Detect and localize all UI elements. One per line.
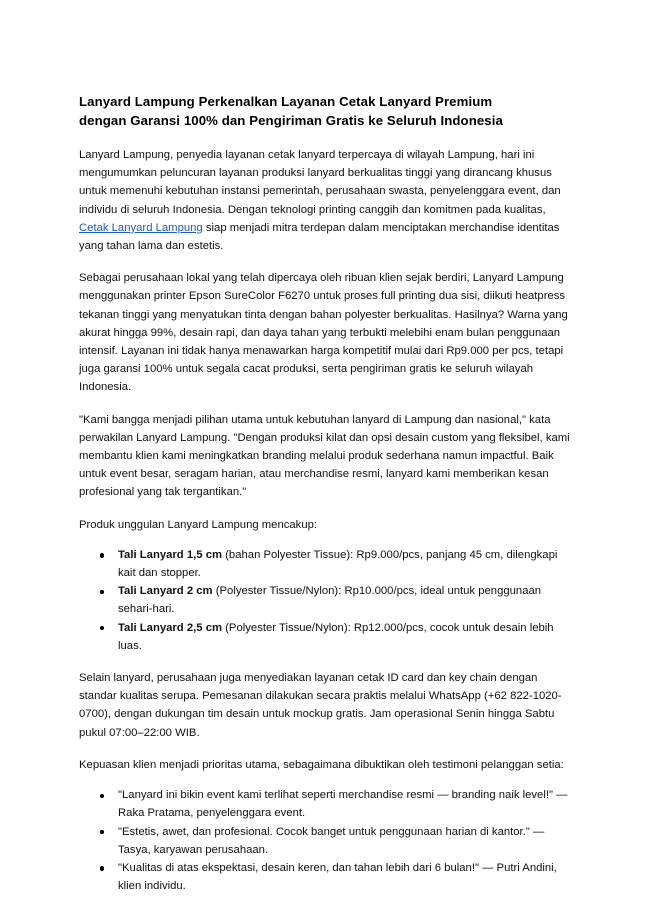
list-item xyxy=(79,786,571,822)
product-name: Tali Lanyard 2 cm xyxy=(118,585,213,598)
paragraph-testimonials-intro: Kepuasan klien menjadi prioritas utama, sebagaimana dibuktikan oleh testimoni pelanggan setia: xyxy=(79,758,564,771)
list-item xyxy=(79,619,571,655)
list-item xyxy=(79,582,571,618)
cetak-lanyard-lampung-link[interactable]: Cetak Lanyard Lampung xyxy=(79,221,203,234)
page-title-line-1: Lanyard Lampung Perkenalkan Layanan Cetak Lanyard Premium xyxy=(79,94,493,109)
bullet-point-icon xyxy=(100,830,104,834)
bullet-point-icon xyxy=(100,794,104,798)
intro-text-after-link: siap menjadi mitra terdepan dalam menciptakan merchandise identitas yang tahan lama dan estetis. xyxy=(79,221,560,253)
testimonial-text: "Lanyard ini bikin event kami terlihat seperti merchandise resmi — branding naik level!" — Raka Pratama, penyelenggara event. xyxy=(118,789,568,820)
page-title-line-2: dengan Garansi 100% dan Pengiriman Gratis ke Seluruh Indonesia xyxy=(79,113,503,128)
paragraph-products-intro: Produk unggulan Lanyard Lampung mencakup: xyxy=(79,518,318,531)
product-description: (Polyester Tissue/Nylon): Rp10.000/pcs, ideal untuk penggunaan sehari-hari. xyxy=(118,585,542,616)
document-content xyxy=(79,92,571,895)
paragraph-intro xyxy=(79,146,571,255)
paragraph-quote: "Kami bangga menjadi pilihan utama untuk kebutuhan lanyard di Lampung dan nasional," kata perwakilan Lanyard Lampung. "Dengan produksi kilat dan opsi desain custom yang fleksibel, kami membantu klien kami meningkatkan branding melalui produk sederhana namun impactful. Baik untuk event besar, seragam harian, atau merchandise resmi, lanyard kami memberikan kesan profesional yang tak tergantikan." xyxy=(79,413,570,499)
list-item xyxy=(79,859,571,895)
paragraph-company-profile: Sebagai perusahaan lokal yang telah dipercaya oleh ribuan klien sejak berdiri, Lanyard Lampung menggunakan printer Epson SureColor F6270 untuk proses full printing dua sisi, diikuti heatpress tekanan tinggi yang menyatukan tinta dengan bahan polyester berkualitas. Hasilnya? Warna yang akurat hingga 99%, desain rapi, dan daya tahan yang terbukti melebihi enam bulan penggunaan intensif. Layanan ini tidak hanya menawarkan harga kompetitif mulai dari Rp9.000 per pcs, tetapi juga garansi 100% untuk segala cacat produksi, serta pengiriman gratis ke seluruh wilayah Indonesia. xyxy=(79,272,568,394)
list-item xyxy=(79,823,571,859)
bullet-point-icon xyxy=(100,866,104,870)
bullet-point-icon xyxy=(100,553,104,557)
list-item xyxy=(79,546,571,582)
bullet-point-icon xyxy=(100,626,104,630)
product-description: (Polyester Tissue/Nylon): Rp12.000/pcs, cocok untuk desain lebih luas. xyxy=(118,621,554,652)
product-description: (bahan Polyester Tissue): Rp9.000/pcs, panjang 45 cm, dilengkapi kait dan stopper. xyxy=(118,548,558,580)
product-name: Tali Lanyard 2,5 cm xyxy=(118,621,223,634)
bullet-point-icon xyxy=(100,590,104,594)
testimonial-text: "Kualitas di atas ekspektasi, desain keren, dan tahan lebih dari 6 bulan!" — Putri Andini, klien individu. xyxy=(118,861,557,893)
testimonial-text: "Estetis, awet, dan profesional. Cocok banget untuk penggunaan harian di kantor." — Tasya, karyawan perusahaan. xyxy=(118,825,545,856)
product-list xyxy=(79,546,571,655)
paragraph-additional-services: Selain lanyard, perusahaan juga menyediakan layanan cetak ID card dan key chain dengan standar kualitas serupa. Pemesanan dilakukan secara praktis melalui WhatsApp (+62 822-1020-0700), dengan dukungan tim desain untuk mockup gratis. Jam operasional Senin hingga Sabtu pukul 07:00–22:00 WIB. xyxy=(79,672,562,739)
testimonial-list xyxy=(79,786,571,895)
product-name: Tali Lanyard 1,5 cm xyxy=(118,548,223,561)
page-title xyxy=(79,92,571,130)
intro-text-before-link: Lanyard Lampung, penyedia layanan cetak lanyard terpercaya di wilayah Lampung, hari ini mengumumkan peluncuran layanan produksi lanyard berkualitas tinggi yang dirancang khusus untuk memenuhi kebutuhan instansi pemerintah, perusahaan swasta, penyelenggara event, dan individu di seluruh Indonesia. Dengan teknologi printing canggih dan komitmen pada kualitas, xyxy=(79,149,561,216)
